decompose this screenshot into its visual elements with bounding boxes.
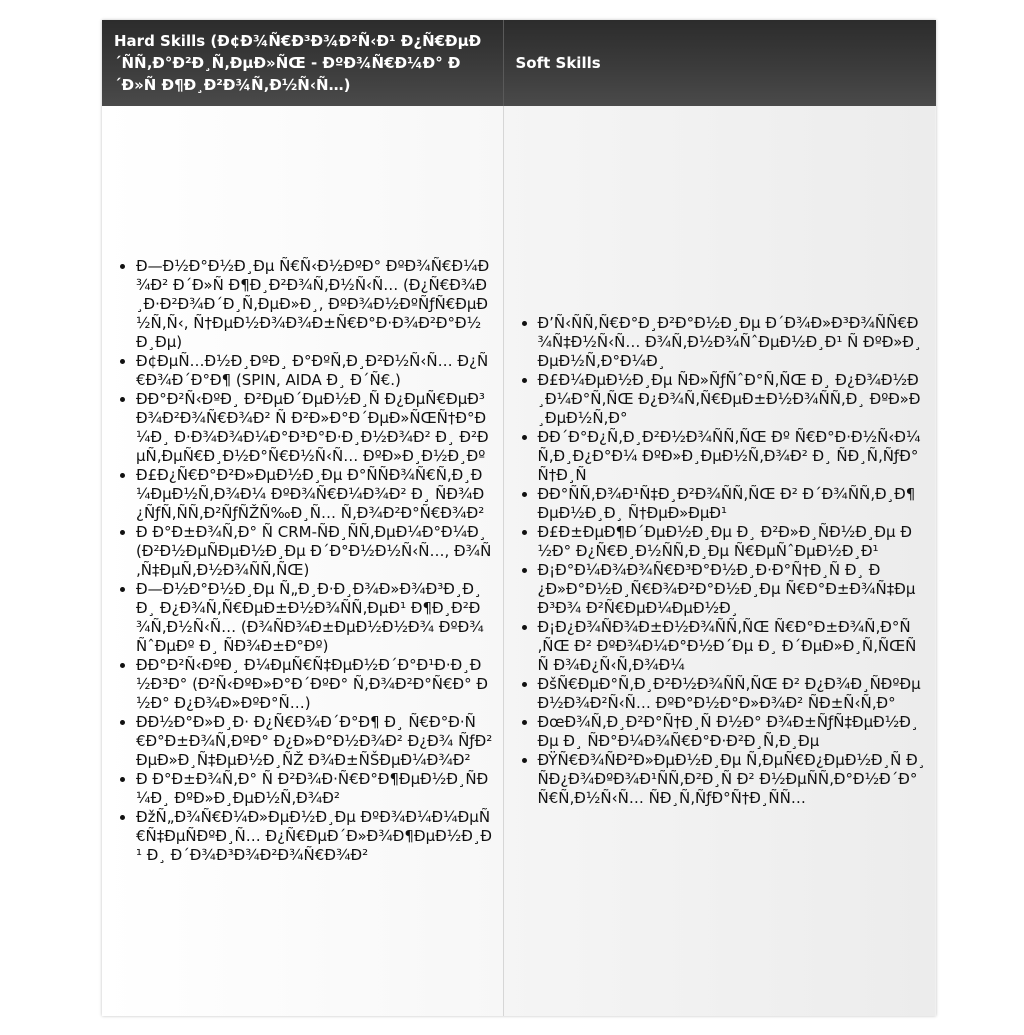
hard-skills-cell	[102, 106, 503, 1016]
soft-skill-item: • Ð’Ñ‹ÑÑ‚Ñ€Ð°Ð¸Ð²Ð°Ð½Ð¸Ðµ Ð´Ð¾Ð»Ð³Ð¾ÑÑ€Ð¾Ñ‡Ð½Ñ‹Ñ… Ð¾Ñ‚Ð½Ð¾ÑˆÐµÐ½Ð¸Ð¹ Ñ ÐºÐ»Ð¸ÐµÐ½Ñ‚Ð°Ð¼Ð¸	[538, 314, 927, 371]
hard-skills-list	[102, 257, 503, 865]
header-row	[102, 20, 936, 106]
hard-skill-item: • Ð£Ð¿Ñ€Ð°Ð²Ð»ÐµÐ½Ð¸Ðµ Ð°ÑÑÐ¾Ñ€Ñ‚Ð¸Ð¼ÐµÐ½Ñ‚Ð¾Ð¼ ÐºÐ¾Ñ€Ð¼Ð¾Ð² Ð¸ ÑÐ¾Ð¿ÑƒÑ‚ÑÑ‚Ð²ÑƒÑŽÑ‰Ð¸Ñ… Ñ‚Ð¾Ð²Ð°Ñ€Ð¾Ð²	[136, 466, 493, 523]
soft-skill-item: • Ð¡Ð°Ð¼Ð¾Ð¾Ñ€Ð³Ð°Ð½Ð¸Ð·Ð°Ñ†Ð¸Ñ Ð¸ Ð¿Ð»Ð°Ð½Ð¸Ñ€Ð¾Ð²Ð°Ð½Ð¸Ðµ Ñ€Ð°Ð±Ð¾Ñ‡ÐµÐ³Ð¾ Ð²Ñ€ÐµÐ¼ÐµÐ½Ð¸	[538, 561, 927, 618]
soft-skill-item: • Ð£Ð¼ÐµÐ½Ð¸Ðµ ÑÐ»ÑƒÑˆÐ°Ñ‚ÑŒ Ð¸ Ð¿Ð¾Ð½Ð¸Ð¼Ð°Ñ‚ÑŒ Ð¿Ð¾Ñ‚Ñ€ÐµÐ±Ð½Ð¾ÑÑ‚Ð¸ ÐºÐ»Ð¸ÐµÐ½Ñ‚Ð°	[538, 371, 927, 428]
hard-skills-header: Hard Skills (Ð¢Ð¾Ñ€Ð³Ð¾Ð²Ñ‹Ð¹ Ð¿Ñ€ÐµÐ´ÑÑ‚Ð°Ð²Ð¸Ñ‚ÐµÐ»ÑŒ - ÐºÐ¾Ñ€Ð¼Ð° Ð´Ð»Ñ Ð¶Ð¸Ð²Ð¾Ñ‚Ð½Ñ‹Ñ…)	[102, 20, 503, 106]
soft-skill-item: • ÐœÐ¾Ñ‚Ð¸Ð²Ð°Ñ†Ð¸Ñ Ð½Ð° Ð¾Ð±ÑƒÑ‡ÐµÐ½Ð¸Ðµ Ð¸ ÑÐ°Ð¼Ð¾Ñ€Ð°Ð·Ð²Ð¸Ñ‚Ð¸Ðµ	[538, 713, 927, 751]
skills-row	[102, 106, 936, 1016]
soft-skill-item: • ÐÐ´Ð°Ð¿Ñ‚Ð¸Ð²Ð½Ð¾ÑÑ‚ÑŒ Ðº Ñ€Ð°Ð·Ð½Ñ‹Ð¼ Ñ‚Ð¸Ð¿Ð°Ð¼ ÐºÐ»Ð¸ÐµÐ½Ñ‚Ð¾Ð² Ð¸ ÑÐ¸Ñ‚ÑƒÐ°Ñ†Ð¸Ñ	[538, 428, 927, 485]
hard-skill-item: • Ð Ð°Ð±Ð¾Ñ‚Ð° Ñ CRM-ÑÐ¸ÑÑ‚ÐµÐ¼Ð°Ð¼Ð¸ (Ð²Ð½ÐµÑÐµÐ½Ð¸Ðµ Ð´Ð°Ð½Ð½Ñ‹Ñ…, Ð¾Ñ‚Ñ‡ÐµÑ‚Ð½Ð¾ÑÑ‚ÑŒ)	[136, 523, 493, 580]
soft-skill-item: • ÐÐ°ÑÑ‚Ð¾Ð¹Ñ‡Ð¸Ð²Ð¾ÑÑ‚ÑŒ Ð² Ð´Ð¾ÑÑ‚Ð¸Ð¶ÐµÐ½Ð¸Ð¸ Ñ†ÐµÐ»ÐµÐ¹	[538, 485, 927, 523]
hard-skill-item: • Ð¢ÐµÑ…Ð½Ð¸ÐºÐ¸ Ð°ÐºÑ‚Ð¸Ð²Ð½Ñ‹Ñ… Ð¿Ñ€Ð¾Ð´Ð°Ð¶ (SPIN, AIDA Ð¸ Ð´Ñ€.)	[136, 352, 493, 390]
skills-table-container	[102, 20, 936, 1016]
soft-skill-item: • Ð¡Ð¿Ð¾ÑÐ¾Ð±Ð½Ð¾ÑÑ‚ÑŒ Ñ€Ð°Ð±Ð¾Ñ‚Ð°Ñ‚ÑŒ Ð² ÐºÐ¾Ð¼Ð°Ð½Ð´Ðµ Ð¸ Ð´ÐµÐ»Ð¸Ñ‚ÑŒÑÑ Ð¾Ð¿Ñ‹Ñ‚Ð¾Ð¼	[538, 618, 927, 675]
soft-skill-item: • Ð£Ð±ÐµÐ¶Ð´ÐµÐ½Ð¸Ðµ Ð¸ Ð²Ð»Ð¸ÑÐ½Ð¸Ðµ Ð½Ð° Ð¿Ñ€Ð¸Ð½ÑÑ‚Ð¸Ðµ Ñ€ÐµÑˆÐµÐ½Ð¸Ð¹	[538, 523, 927, 561]
soft-skill-item: • ÐŸÑ€Ð¾ÑÐ²Ð»ÐµÐ½Ð¸Ðµ Ñ‚ÐµÑ€Ð¿ÐµÐ½Ð¸Ñ Ð¸ ÑÐ¿Ð¾ÐºÐ¾Ð¹ÑÑ‚Ð²Ð¸Ñ Ð² Ð½ÐµÑÑ‚Ð°Ð½Ð´Ð°Ñ€Ñ‚Ð½Ñ‹Ñ… ÑÐ¸Ñ‚ÑƒÐ°Ñ†Ð¸ÑÑ…	[538, 751, 927, 808]
soft-skill-item: • ÐšÑ€ÐµÐ°Ñ‚Ð¸Ð²Ð½Ð¾ÑÑ‚ÑŒ Ð² Ð¿Ð¾Ð¸ÑÐºÐµ Ð½Ð¾Ð²Ñ‹Ñ… ÐºÐ°Ð½Ð°Ð»Ð¾Ð² ÑÐ±Ñ‹Ñ‚Ð°	[538, 675, 927, 713]
hard-skill-item: • Ð—Ð½Ð°Ð½Ð¸Ðµ Ñ„Ð¸Ð·Ð¸Ð¾Ð»Ð¾Ð³Ð¸Ð¸ Ð¸ Ð¿Ð¾Ñ‚Ñ€ÐµÐ±Ð½Ð¾ÑÑ‚ÐµÐ¹ Ð¶Ð¸Ð²Ð¾Ñ‚Ð½Ñ‹Ñ… (Ð¾ÑÐ¾Ð±ÐµÐ½Ð½Ð¾ ÐºÐ¾ÑˆÐµÐº Ð¸ ÑÐ¾Ð±Ð°Ðº)	[136, 580, 493, 656]
hard-skill-item: • Ð Ð°Ð±Ð¾Ñ‚Ð° Ñ Ð²Ð¾Ð·Ñ€Ð°Ð¶ÐµÐ½Ð¸ÑÐ¼Ð¸ ÐºÐ»Ð¸ÐµÐ½Ñ‚Ð¾Ð²	[136, 770, 493, 808]
hard-skill-item: • ÐÐ½Ð°Ð»Ð¸Ð· Ð¿Ñ€Ð¾Ð´Ð°Ð¶ Ð¸ Ñ€Ð°Ð·Ñ€Ð°Ð±Ð¾Ñ‚ÐºÐ° Ð¿Ð»Ð°Ð½Ð¾Ð² Ð¿Ð¾ ÑƒÐ²ÐµÐ»Ð¸Ñ‡ÐµÐ½Ð¸ÑŽ Ð¾Ð±ÑŠÐµÐ¼Ð¾Ð²	[136, 713, 493, 770]
hard-skill-item: • Ð—Ð½Ð°Ð½Ð¸Ðµ Ñ€Ñ‹Ð½ÐºÐ° ÐºÐ¾Ñ€Ð¼Ð¾Ð² Ð´Ð»Ñ Ð¶Ð¸Ð²Ð¾Ñ‚Ð½Ñ‹Ñ… (Ð¿Ñ€Ð¾Ð¸Ð·Ð²Ð¾Ð´Ð¸Ñ‚ÐµÐ»Ð¸, ÐºÐ¾Ð½ÐºÑƒÑ€ÐµÐ½Ñ‚Ñ‹, Ñ†ÐµÐ½Ð¾Ð¾Ð±Ñ€Ð°Ð·Ð¾Ð²Ð°Ð½Ð¸Ðµ)	[136, 257, 493, 352]
skills-table	[102, 20, 936, 1016]
hard-skill-item: • ÐÐ°Ð²Ñ‹ÐºÐ¸ Ð²ÐµÐ´ÐµÐ½Ð¸Ñ Ð¿ÐµÑ€ÐµÐ³Ð¾Ð²Ð¾Ñ€Ð¾Ð² Ñ Ð²Ð»Ð°Ð´ÐµÐ»ÑŒÑ†Ð°Ð¼Ð¸ Ð·Ð¾Ð¾Ð¼Ð°Ð³Ð°Ð·Ð¸Ð½Ð¾Ð² Ð¸ Ð²ÐµÑ‚ÐµÑ€Ð¸Ð½Ð°Ñ€Ð½Ñ‹Ñ… ÐºÐ»Ð¸Ð½Ð¸Ðº	[136, 390, 493, 466]
soft-skills-cell	[503, 106, 936, 1016]
hard-skill-item: • ÐÐ°Ð²Ñ‹ÐºÐ¸ Ð¼ÐµÑ€Ñ‡ÐµÐ½Ð´Ð°Ð¹Ð·Ð¸Ð½Ð³Ð° (Ð²Ñ‹ÐºÐ»Ð°Ð´ÐºÐ° Ñ‚Ð¾Ð²Ð°Ñ€Ð° Ð½Ð° Ð¿Ð¾Ð»ÐºÐ°Ñ…)	[136, 656, 493, 713]
hard-skill-item: • ÐžÑ„Ð¾Ñ€Ð¼Ð»ÐµÐ½Ð¸Ðµ ÐºÐ¾Ð¼Ð¼ÐµÑ€Ñ‡ÐµÑÐºÐ¸Ñ… Ð¿Ñ€ÐµÐ´Ð»Ð¾Ð¶ÐµÐ½Ð¸Ð¹ Ð¸ Ð´Ð¾Ð³Ð¾Ð²Ð¾Ñ€Ð¾Ð²	[136, 808, 493, 865]
soft-skills-header: Soft Skills	[503, 20, 936, 106]
soft-skills-list	[504, 314, 937, 808]
